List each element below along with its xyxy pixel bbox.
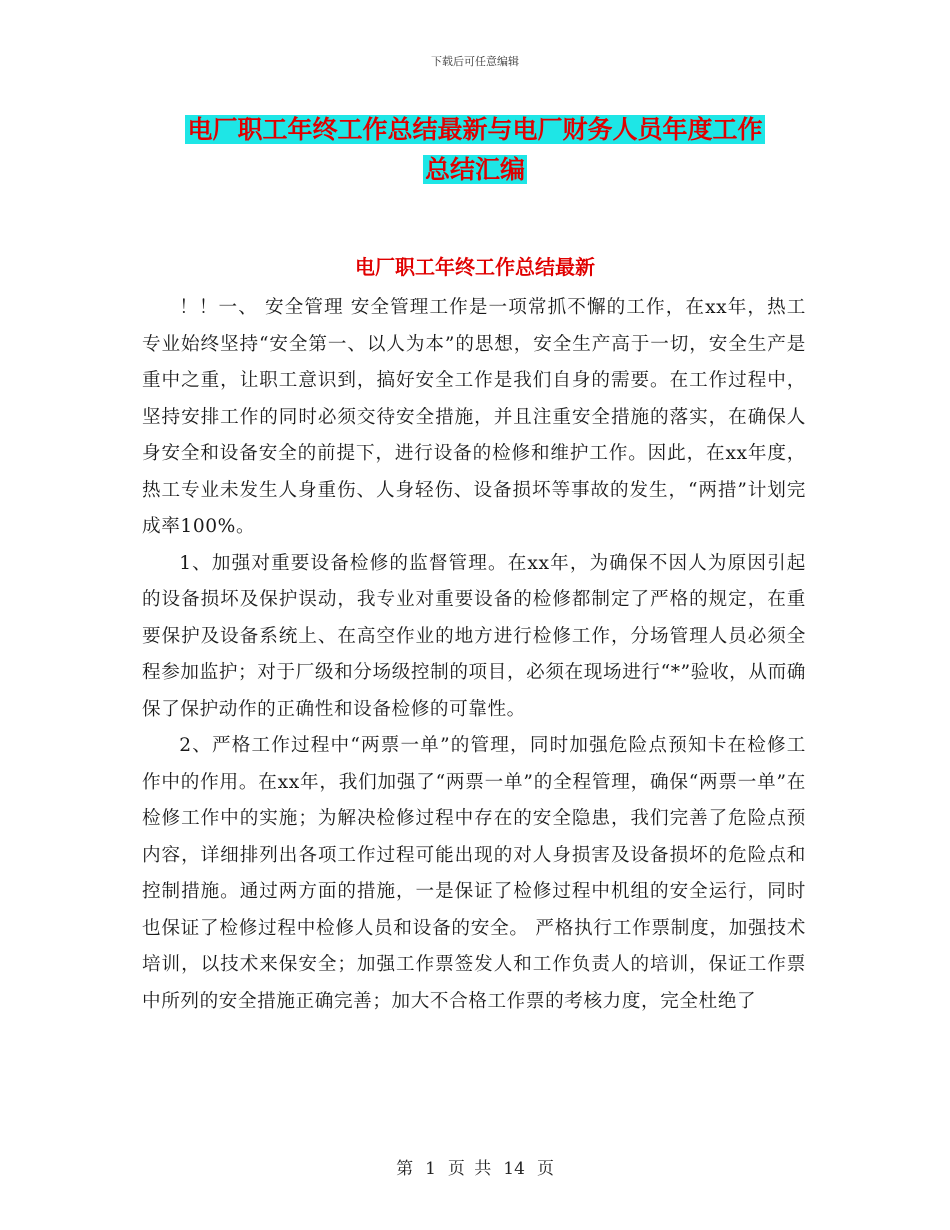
page-footer (0, 1154, 950, 1179)
footer-suffix: 页 (536, 1159, 554, 1179)
paragraph: ！！一、 安全管理 安全管理工作是一项常抓不懈的工作，在xx年，热工专业始终坚持“安全第一、以人为本”的思想，安全生产高于一切，安全生产是重中之重，让职工意识到，搞好安全工作是我们自身的需要。在工作过程中，坚持安排工作的同时必须交待安全措施，并且注重安全措施的落实，在确保人身安全和设备安全的前提下，进行设备的检修和维护工作。因此，在xx年度，热工专业未发生人身重伤、人身轻伤、设备损坏等事故的发生，“两措”计划完成率100%。 (142, 297, 806, 537)
title-line-1: 电厂职工年终工作总结最新与电厂财务人员年度工作 (187, 115, 763, 144)
paragraph: 2、严格工作过程中“两票一单”的管理，同时加强危险点预知卡在检修工作中的作用。在xx年，我们加强了“两票一单”的全程管理，确保“两票一单”在检修工作中的实施；为解决检修过程中存在的安全隐患，我们完善了危险点预内容，详细排列出各项工作过程可能出现的对人身损害及设备损坏的危险点和控制措施。通过两方面的措施，一是保证了检修过程中机组的安全运行，同时也保证了检修过程中检修人员和设备的安全。 严格执行工作票制度，加强技术培训，以技术来保安全；加强工作票签发人和工作负责人的培训，保证工作票中所列的安全措施正确完善；加大不合格工作票的考核力度，完全杜绝了 (142, 735, 806, 1012)
section-title: 电厂职工年终工作总结最新 (355, 255, 595, 279)
title-line-2: 总结汇编 (424, 155, 525, 184)
paragraph: 1、加强对重要设备检修的监督管理。在xx年，为确保不因人为原因引起的设备损坏及保护误动，我专业对重要设备的检修都制定了严格的规定，在重要保护及设备系统上、在高空作业的地方进行检修工作，分场管理人员必须全程参加监护；对于厂级和分场级控制的项目，必须在现场进行“*”验收，从而确保了保护动作的正确性和设备检修的可靠性。 (142, 552, 806, 720)
footer-middle: 页 共 (447, 1159, 492, 1179)
body-text (142, 290, 806, 1020)
page-number: 1 (425, 1159, 436, 1179)
page-header-note: 下载后可任意编辑 (431, 55, 519, 68)
page-total: 14 (503, 1159, 525, 1179)
footer-prefix: 第 (396, 1159, 414, 1179)
document-title (0, 110, 950, 190)
